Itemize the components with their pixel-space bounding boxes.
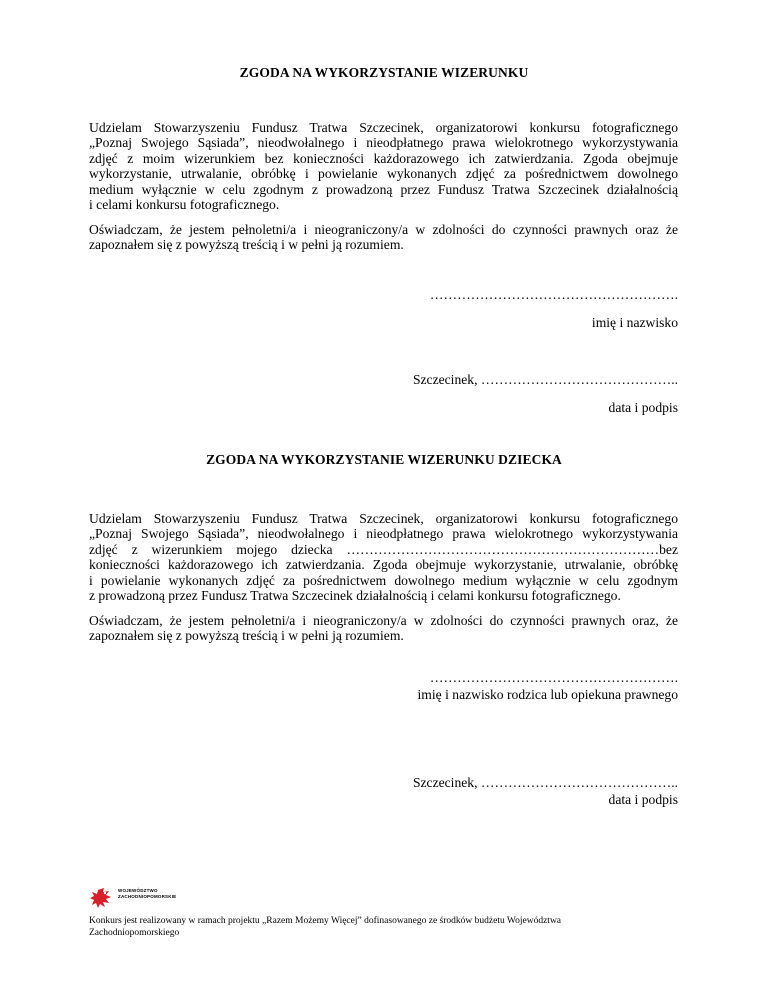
paragraph-line: zapoznałem się z powyższą treścią i w pełni ją rozumiem. xyxy=(89,237,404,253)
paragraph-line: i celami konkursu fotograficznego. xyxy=(89,197,280,213)
section2-date-signature-label: data i podpis xyxy=(608,792,678,807)
footer-note-line: Konkurs jest realizowany w ramach projektu „Razem Możemy Więcej” dofinasowanego ze środków budżetu Województwa xyxy=(89,916,562,926)
paragraph-line: zdjęć z moim wizerunkiem bez konieczności każdorazowego ich zatwierdzania. Zgoda obejmuje xyxy=(89,150,678,166)
section2-name-dotted-line: ………………………………………………. xyxy=(429,670,678,685)
section1-date-signature-label: data i podpis xyxy=(608,400,678,415)
logo-text-line1: WOJEWÓDZTWO xyxy=(118,888,158,893)
section2-declaration-paragraph xyxy=(89,613,678,644)
footer-note-line: Zachodniopomorskiego xyxy=(89,928,180,938)
paragraph-line: Oświadczam, że jestem pełnoletni/a i nieograniczony/a w zdolności do czynności prawnych oraz że xyxy=(89,222,678,237)
section1-place-date-line: Szczecinek, …………………………………….. xyxy=(412,372,678,387)
paragraph-line: zapoznałem się z powyższą treścią i w pełni ją rozumiem. xyxy=(89,628,404,644)
paragraph-line: Udzielam Stowarzyszeniu Fundusz Tratwa Szczecinek, organizatorowi konkursu fotograficznego xyxy=(89,120,678,135)
paragraph-line: Oświadczam, że jestem pełnoletni/a i nieograniczony/a w zdolności do czynności prawnych oraz, że xyxy=(89,613,678,628)
logo-text-line2: ZACHODNIOPOMORSKIE xyxy=(118,894,177,899)
footer-funding-note xyxy=(89,915,689,939)
section2-guardian-name-label: imię i nazwisko rodzica lub opiekuna prawnego xyxy=(417,687,678,702)
paragraph-line: „Poznaj Swojego Sąsiada”, nieodwołalnego i nieodpłatnego prawa wielokrotnego wykorzystywania xyxy=(89,135,678,151)
section1-name-label: imię i nazwisko xyxy=(591,315,678,330)
paragraph-line: Udzielam Stowarzyszeniu Fundusz Tratwa Szczecinek, organizatorowi konkursu fotograficznego xyxy=(89,511,678,526)
paragraph-line: zdjęć z wizerunkiem mojego dziecka ……………………………………………………………bez xyxy=(89,541,678,557)
paragraph-line: i powielanie wykonanych zdjęć za pośrednictwem dowolnego medium wyłącznie w celu zgodnym xyxy=(89,572,678,588)
paragraph-line: konieczności każdorazowego ich zatwierdzania. Zgoda obejmuje wykorzystanie, utrwalanie, obróbkę xyxy=(89,557,678,573)
section2-title: ZGODA NA WYKORZYSTANIE WIZERUNKU DZIECKA xyxy=(206,452,562,467)
paragraph-line: z prowadzoną przez Fundusz Tratwa Szczecinek działalnością i celami konkursu fotograficznego. xyxy=(89,588,621,604)
section1-declaration-paragraph xyxy=(89,222,678,253)
paragraph-line: „Poznaj Swojego Sąsiada”, nieodwołalnego i nieodpłatnego prawa wielokrotnego wykorzystywania xyxy=(89,526,678,542)
section2-place-date-line: Szczecinek, …………………………………….. xyxy=(412,775,678,790)
section2-consent-paragraph xyxy=(89,511,678,603)
section1-name-dotted-line: ………………………………………………. xyxy=(429,287,678,302)
section1-title: ZGODA NA WYKORZYSTANIE WIZERUNKU xyxy=(239,65,529,80)
section1-consent-paragraph xyxy=(89,120,678,212)
paragraph-line: wykorzystanie, utrwalanie, obróbkę i powielanie wykonanych zdjęć za pośrednictwem dowolnego xyxy=(89,166,678,182)
paragraph-line: medium wyłącznie w celu zgodnym z prowadzoną przez Fundusz Tratwa Szczecinek działalnością xyxy=(89,181,678,197)
